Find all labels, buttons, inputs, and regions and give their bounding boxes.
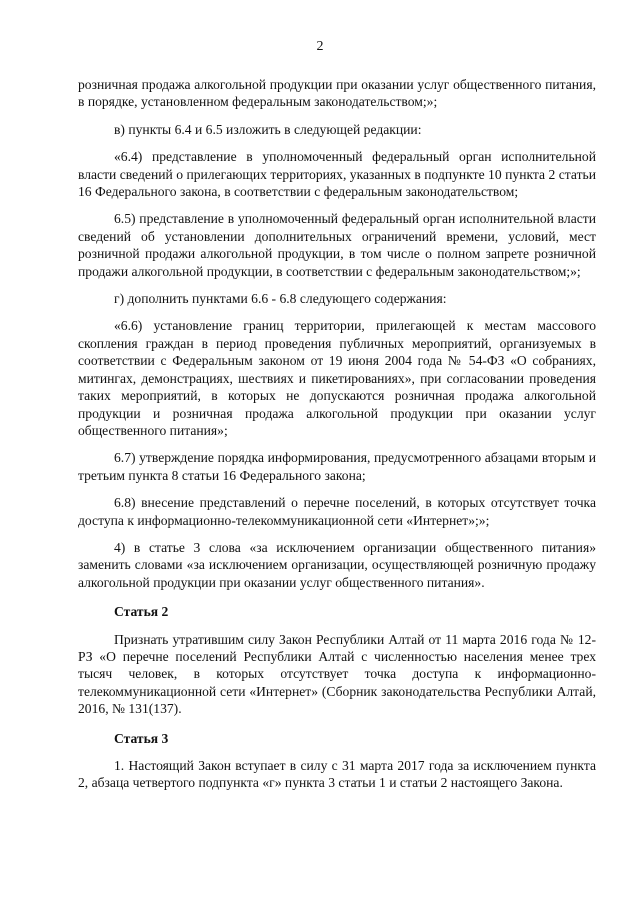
- article-2-heading: Статья 2: [114, 604, 169, 620]
- document-body: [78, 76, 596, 802]
- paragraph: «6.4) представление в уполномоченный федеральный орган исполнительной власти сведений о прилегающих территориях, указанных в подпункте 10 пункта 2 статьи 16 Федерального закона, в соответствии с федеральным законодательством;: [78, 149, 596, 200]
- article-3-heading: Статья 3: [114, 730, 169, 746]
- paragraph: г) дополнить пунктами 6.6 - 6.8 следующего содержания:: [114, 291, 447, 307]
- article-3-text: 1. Настоящий Закон вступает в силу с 31 марта 2017 года за исключением пункта 2, абзаца четвертого подпункта «г» пункта 3 статьи 1 и статьи 2 настоящего Закона.: [78, 758, 596, 791]
- paragraph: 6.7) утверждение порядка информирования, предусмотренного абзацами вторым и третьим пункта 8 статьи 16 Федерального закона;: [78, 450, 596, 483]
- paragraph: 6.5) представление в уполномоченный федеральный орган исполнительной власти сведений об установлении дополнительных ограничений времени, условий, мест розничной продажи алкогольной продукции, в том числе о полном запрете розничной продажи алкогольной продукции, в соответствии с федеральным законодательством;»;: [78, 211, 596, 279]
- paragraph: розничная продажа алкогольной продукции при оказании услуг общественного питания, в порядке, установленном федеральным законодательством;»;: [78, 77, 596, 110]
- paragraph: в) пункты 6.4 и 6.5 изложить в следующей редакции:: [114, 121, 422, 137]
- article-2-text: Признать утратившим силу Закон Республики Алтай от 11 марта 2016 года № 12-РЗ «О перечне поселений Республики Алтай с численностью населения менее трех тысяч человек, в которых отсутствует точка доступа к информационно-телекоммуникационной сети «Интернет» (Сборник законодательства Республики Алтай, 2016, № 131(137).: [78, 631, 596, 717]
- paragraph: 6.8) внесение представлений о перечне поселений, в которых отсутствует точка доступа к информационно-телекоммуникационной сети «Интернет»;»;: [78, 495, 596, 528]
- page-number: 2: [316, 39, 324, 54]
- paragraph: «6.6) установление границ территории, прилегающей к местам массового скопления граждан в период проведения публичных мероприятий, организуемых в соответствии с Федеральным законом от 19 июня 2004 года № 54-ФЗ «О собраниях, митингах, демонстрациях, шествиях и пикетированиях», при согласовании проведения таких мероприятий, в которых не допускаются розничная продажа алкогольной продукции и розничная продажа алкогольной продукции при оказании услуг общественного питания»;: [78, 318, 596, 438]
- paragraph: 4) в статье 3 слова «за исключением организации общественного питания» заменить словами «за исключением организации, осуществляющей розничную продажу алкогольной продукции при оказании услуг общественного питания».: [78, 539, 596, 590]
